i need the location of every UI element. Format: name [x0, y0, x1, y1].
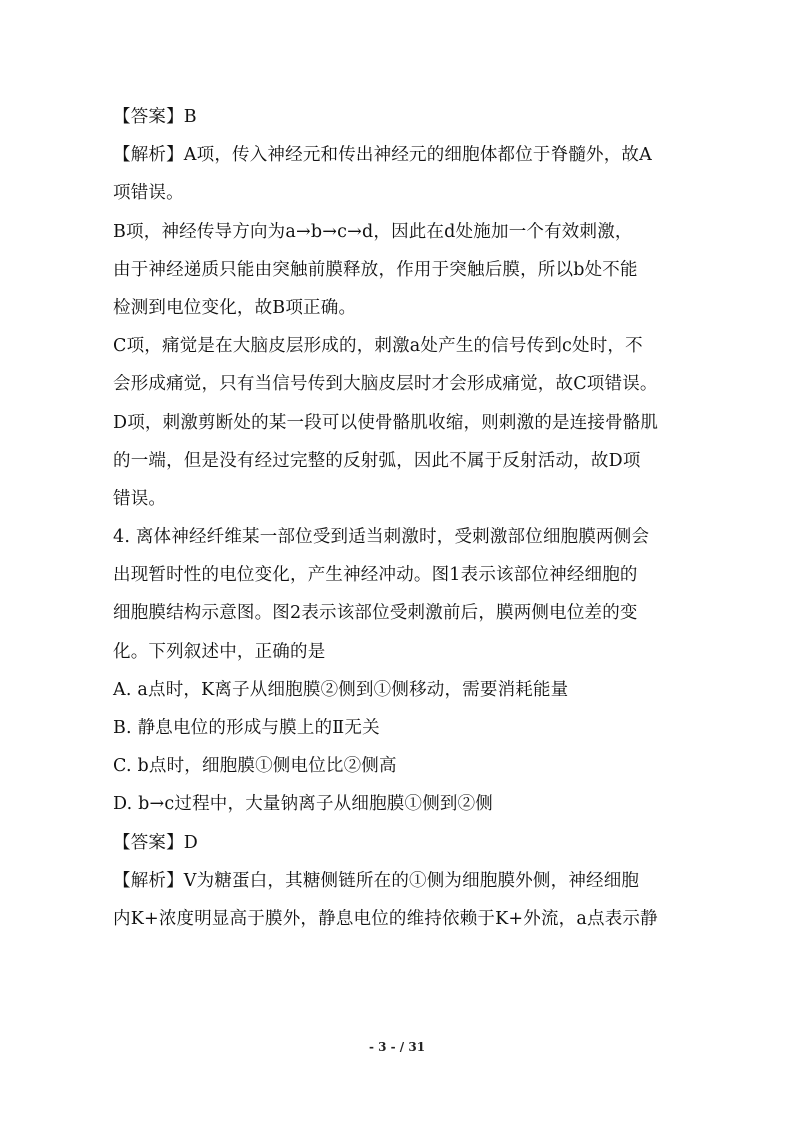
explanation-line: 内K+浓度明显高于膜外，静息电位的维持依赖于K+外流，a点表示静	[113, 908, 658, 929]
explanation-line: B项，神经传导方向为a→b→c→d，因此在d处施加一个有效刺激，	[113, 221, 633, 242]
explanation-line: 会形成痛觉，只有当信号传到大脑皮层时才会形成痛觉，故C项错误。	[113, 374, 658, 395]
option-c: C. b点时，细胞膜①侧电位比②侧高	[113, 756, 397, 777]
document-body	[113, 98, 693, 938]
question-4-stem: 4. 离体神经纤维某一部位受到适当刺激时，受刺激部位细胞膜两侧会	[113, 527, 650, 548]
question-4-stem: 细胞膜结构示意图。图2表示该部位受刺激前后，膜两侧电位差的变	[113, 603, 638, 624]
explanation-line: 【解析】Ⅴ为糖蛋白，其糖侧链所在的①侧为细胞膜外侧，神经细胞	[113, 870, 640, 891]
option-d: D. b→c过程中，大量钠离子从细胞膜①侧到②侧	[113, 794, 493, 815]
explanation-line: 由于神经递质只能由突触前膜释放，作用于突触后膜，所以b处不能	[113, 259, 638, 280]
answer-label-q3: 【答案】B	[113, 107, 197, 127]
answer-label-q4: 【答案】D	[113, 832, 199, 853]
explanation-line: 【解析】A项，传入神经元和传出神经元的细胞体都位于脊髓外，故A	[113, 145, 652, 166]
explanation-line: 错误。	[113, 488, 167, 509]
option-a: A. a点时，K离子从细胞膜②侧到①侧移动，需要消耗能量	[113, 679, 569, 700]
question-4-stem: 出现暂时性的电位变化，产生神经冲动。图1表示该部位神经细胞的	[113, 565, 638, 586]
explanation-line: D项，刺激剪断处的某一段可以使骨骼肌收缩，则刺激的是连接骨骼肌	[113, 412, 659, 433]
question-4-stem: 化。下列叙述中，正确的是	[113, 641, 326, 662]
explanation-line: 项错误。	[113, 183, 184, 204]
explanation-line: 检测到电位变化，故B项正确。	[113, 297, 357, 318]
option-b: B. 静息电位的形成与膜上的Ⅱ无关	[113, 718, 380, 738]
explanation-line: 的一端，但是没有经过完整的反射弧，因此不属于反射活动，故D项	[113, 450, 641, 471]
explanation-line: C项，痛觉是在大脑皮层形成的，刺激a处产生的信号传到c处时，不	[113, 336, 643, 357]
page-number: - 3 - / 31	[368, 1040, 426, 1054]
